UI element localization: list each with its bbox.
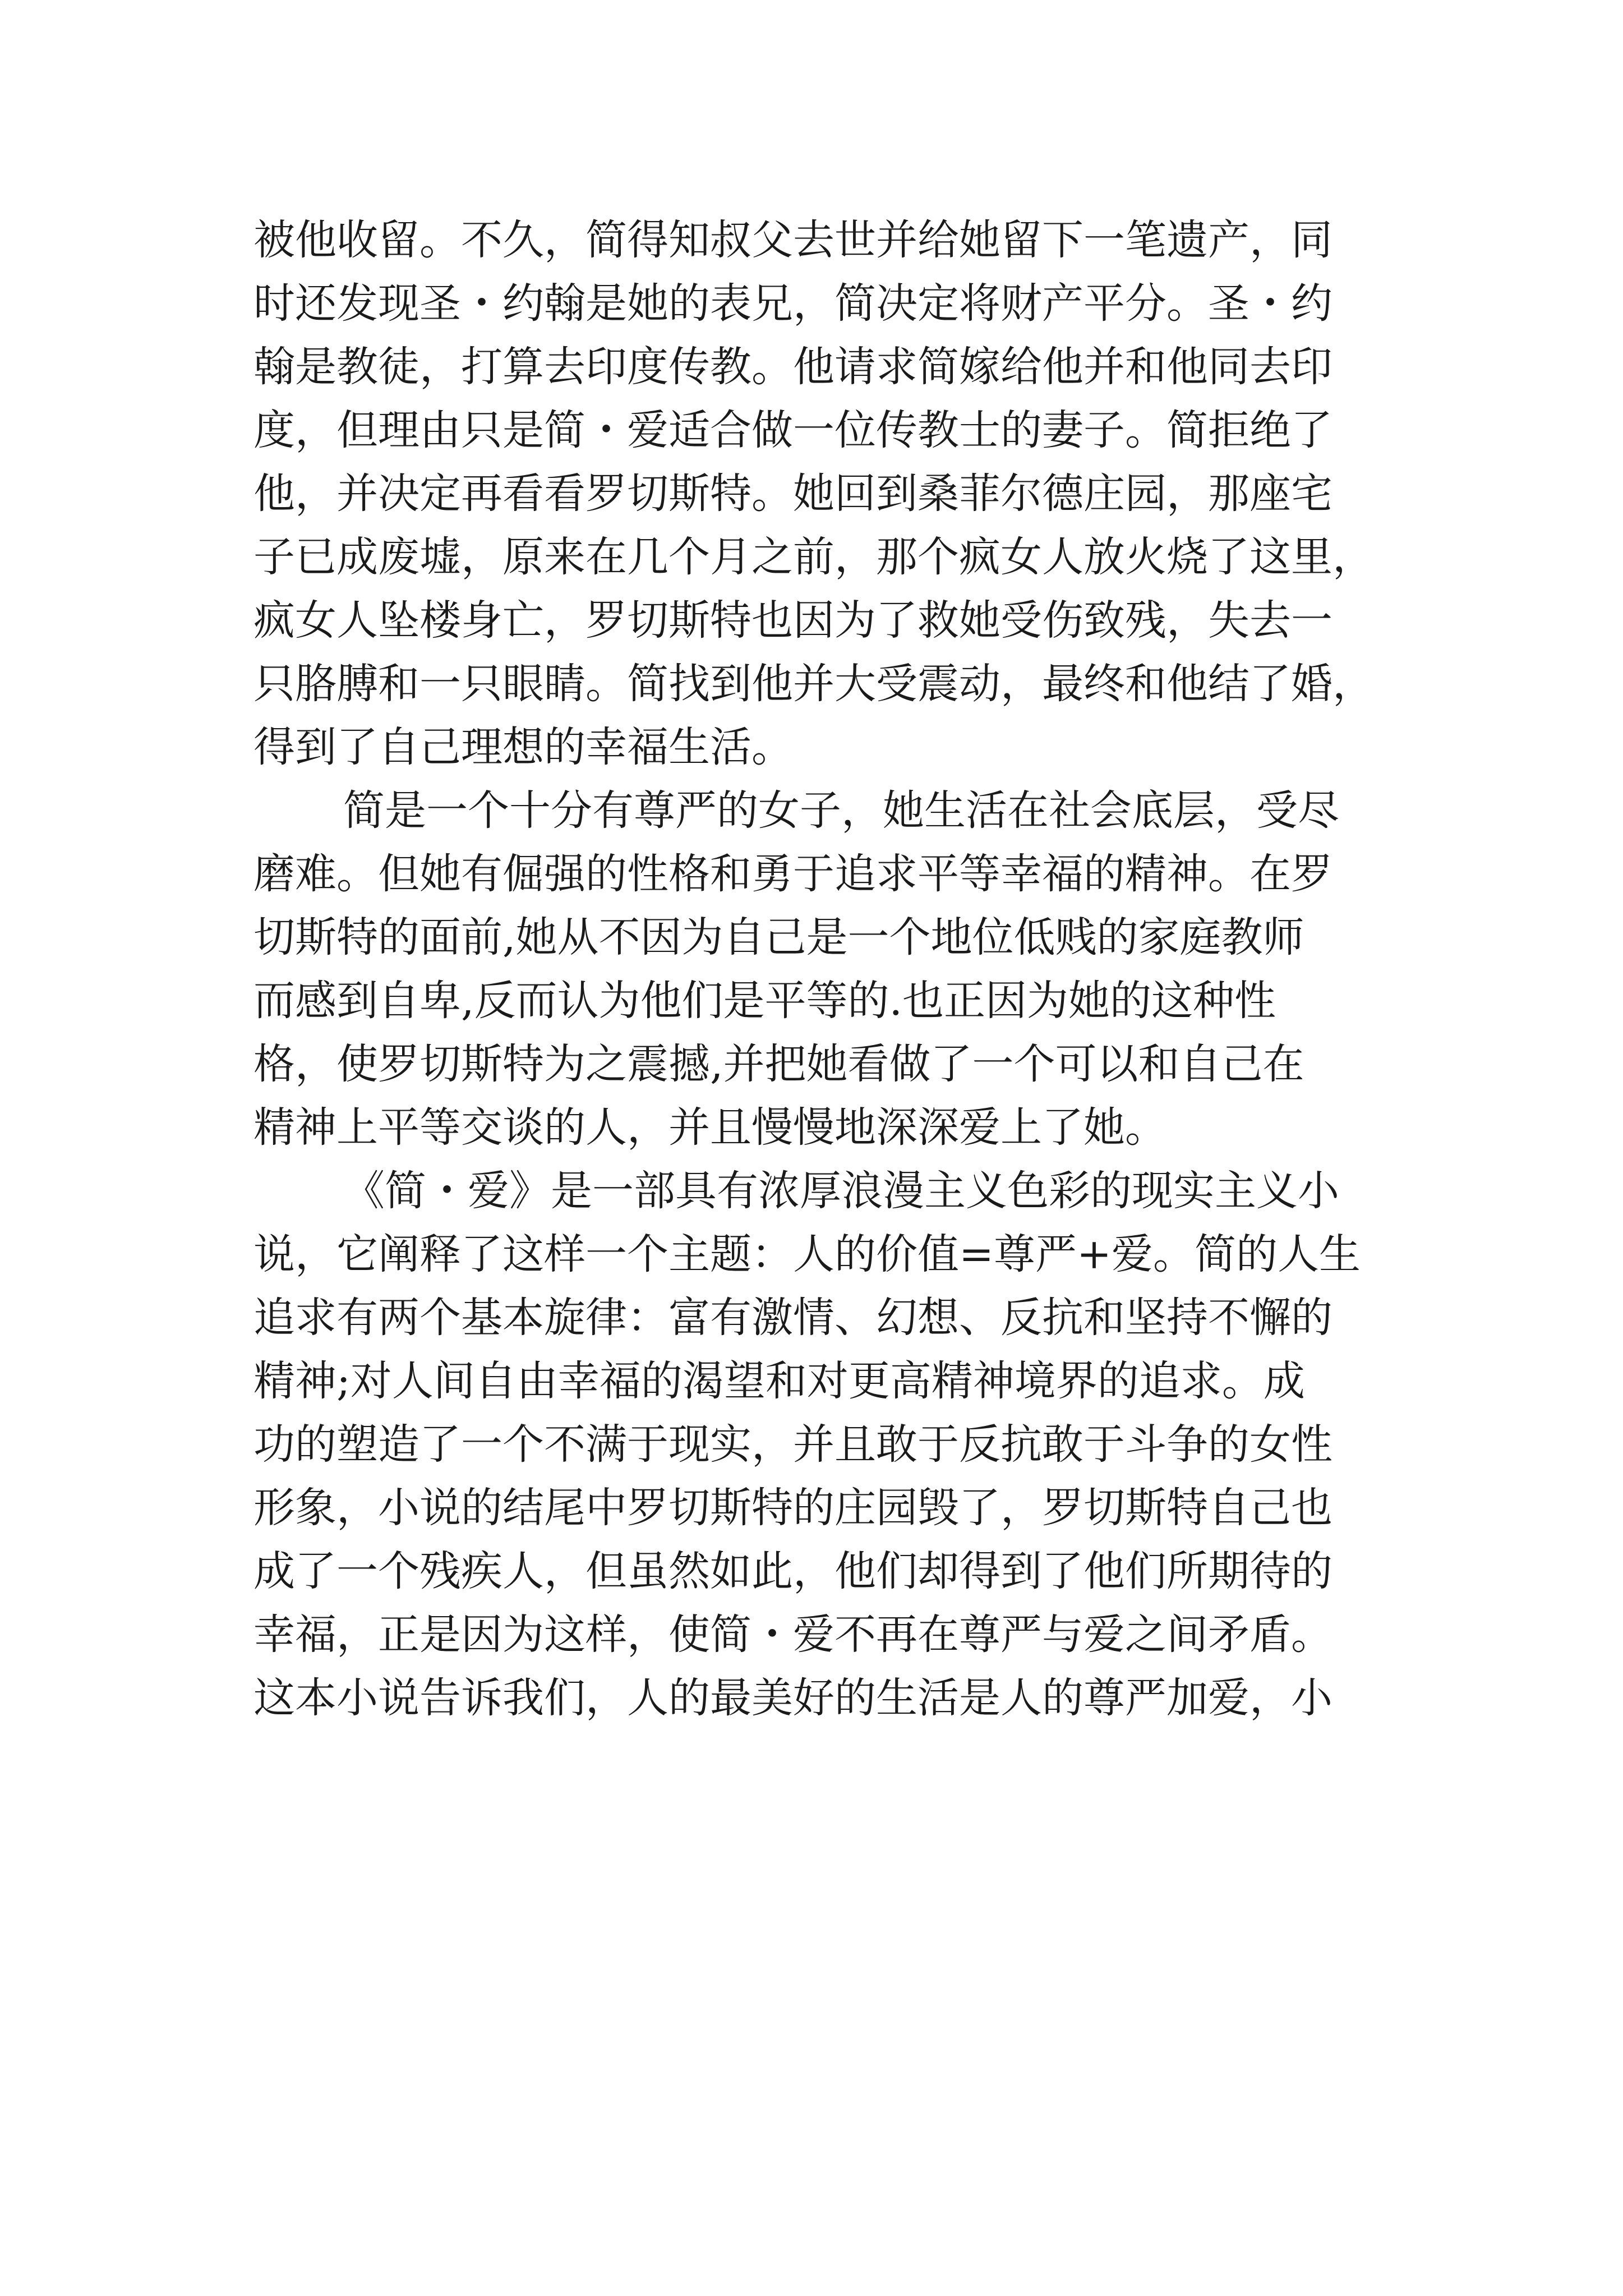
text-line: 格，使罗切斯特为之震撼,并把她看做了一个可以和自己在: [253, 1040, 1304, 1088]
text-line: 他，并决定再看看罗切斯特。她回到桑菲尔德庄园，那座宅: [253, 470, 1332, 518]
body-text: [253, 209, 1403, 1730]
text-line: 磨难。但她有倔强的性格和勇于追求平等幸福的精神。在罗: [253, 850, 1332, 898]
text-line: 被他收留。不久，简得知叔父去世并给她留下一笔遗产，同: [253, 216, 1332, 264]
text-line: 切斯特的面前,她从不因为自己是一个地位低贱的家庭教师: [253, 913, 1304, 961]
paragraph-1: [253, 209, 1403, 779]
text-line: 说，它阐释了这样一个主题：人的价值=尊严+爱。简的人生: [253, 1230, 1361, 1278]
text-line: 得到了自己理想的幸福生活。: [253, 723, 793, 771]
text-line: 幸福，正是因为这样，使简・爱不再在尊严与爱之间矛盾。: [253, 1611, 1332, 1659]
text-line: 度，但理由只是简・爱适合做一位传教士的妻子。简拒绝了: [253, 406, 1332, 454]
text-line: 翰是教徒，打算去印度传教。他请求简嫁给他并和他同去印: [253, 343, 1332, 391]
text-line: 形象，小说的结尾中罗切斯特的庄园毁了，罗切斯特自己也: [253, 1484, 1332, 1532]
text-line: 成了一个残疾人，但虽然如此，他们却得到了他们所期待的: [253, 1547, 1332, 1595]
text-line: 时还发现圣・约翰是她的表兄，简决定将财产平分。圣・约: [253, 279, 1332, 328]
text-line: 而感到自卑,反而认为他们是平等的.也正因为她的这种性: [253, 977, 1276, 1025]
text-line: 功的塑造了一个不满于现实，并且敢于反抗敢于斗争的女性: [253, 1420, 1332, 1469]
text-line: 子已成废墟，原来在几个月之前，那个疯女人放火烧了这里，: [253, 533, 1374, 581]
text-line: 《简・爱》是一部具有浓厚浪漫主义色彩的现实主义小: [343, 1167, 1339, 1215]
paragraph-2: [253, 779, 1403, 1159]
text-line: 只胳膊和一只眼睛。简找到他并大受震动，最终和他结了婚，: [253, 660, 1374, 708]
text-line: 简是一个十分有尊严的女子，她生活在社会底层，受尽: [343, 786, 1339, 835]
text-line: 疯女人坠楼身亡，罗切斯特也因为了救她受伤致残，失去一: [253, 596, 1332, 645]
text-line: 追求有两个基本旋律：富有激情、幻想、反抗和坚持不懈的: [253, 1294, 1332, 1342]
text-line: 精神上平等交谈的人，并且慢慢地深深爱上了她。: [253, 1103, 1166, 1152]
paragraph-3: [253, 1159, 1403, 1730]
text-line: 这本小说告诉我们，人的最美好的生活是人的尊严加爱，小: [253, 1674, 1332, 1722]
text-line: 精神;对人间自由幸福的渴望和对更高精神境界的追求。成: [253, 1357, 1305, 1405]
